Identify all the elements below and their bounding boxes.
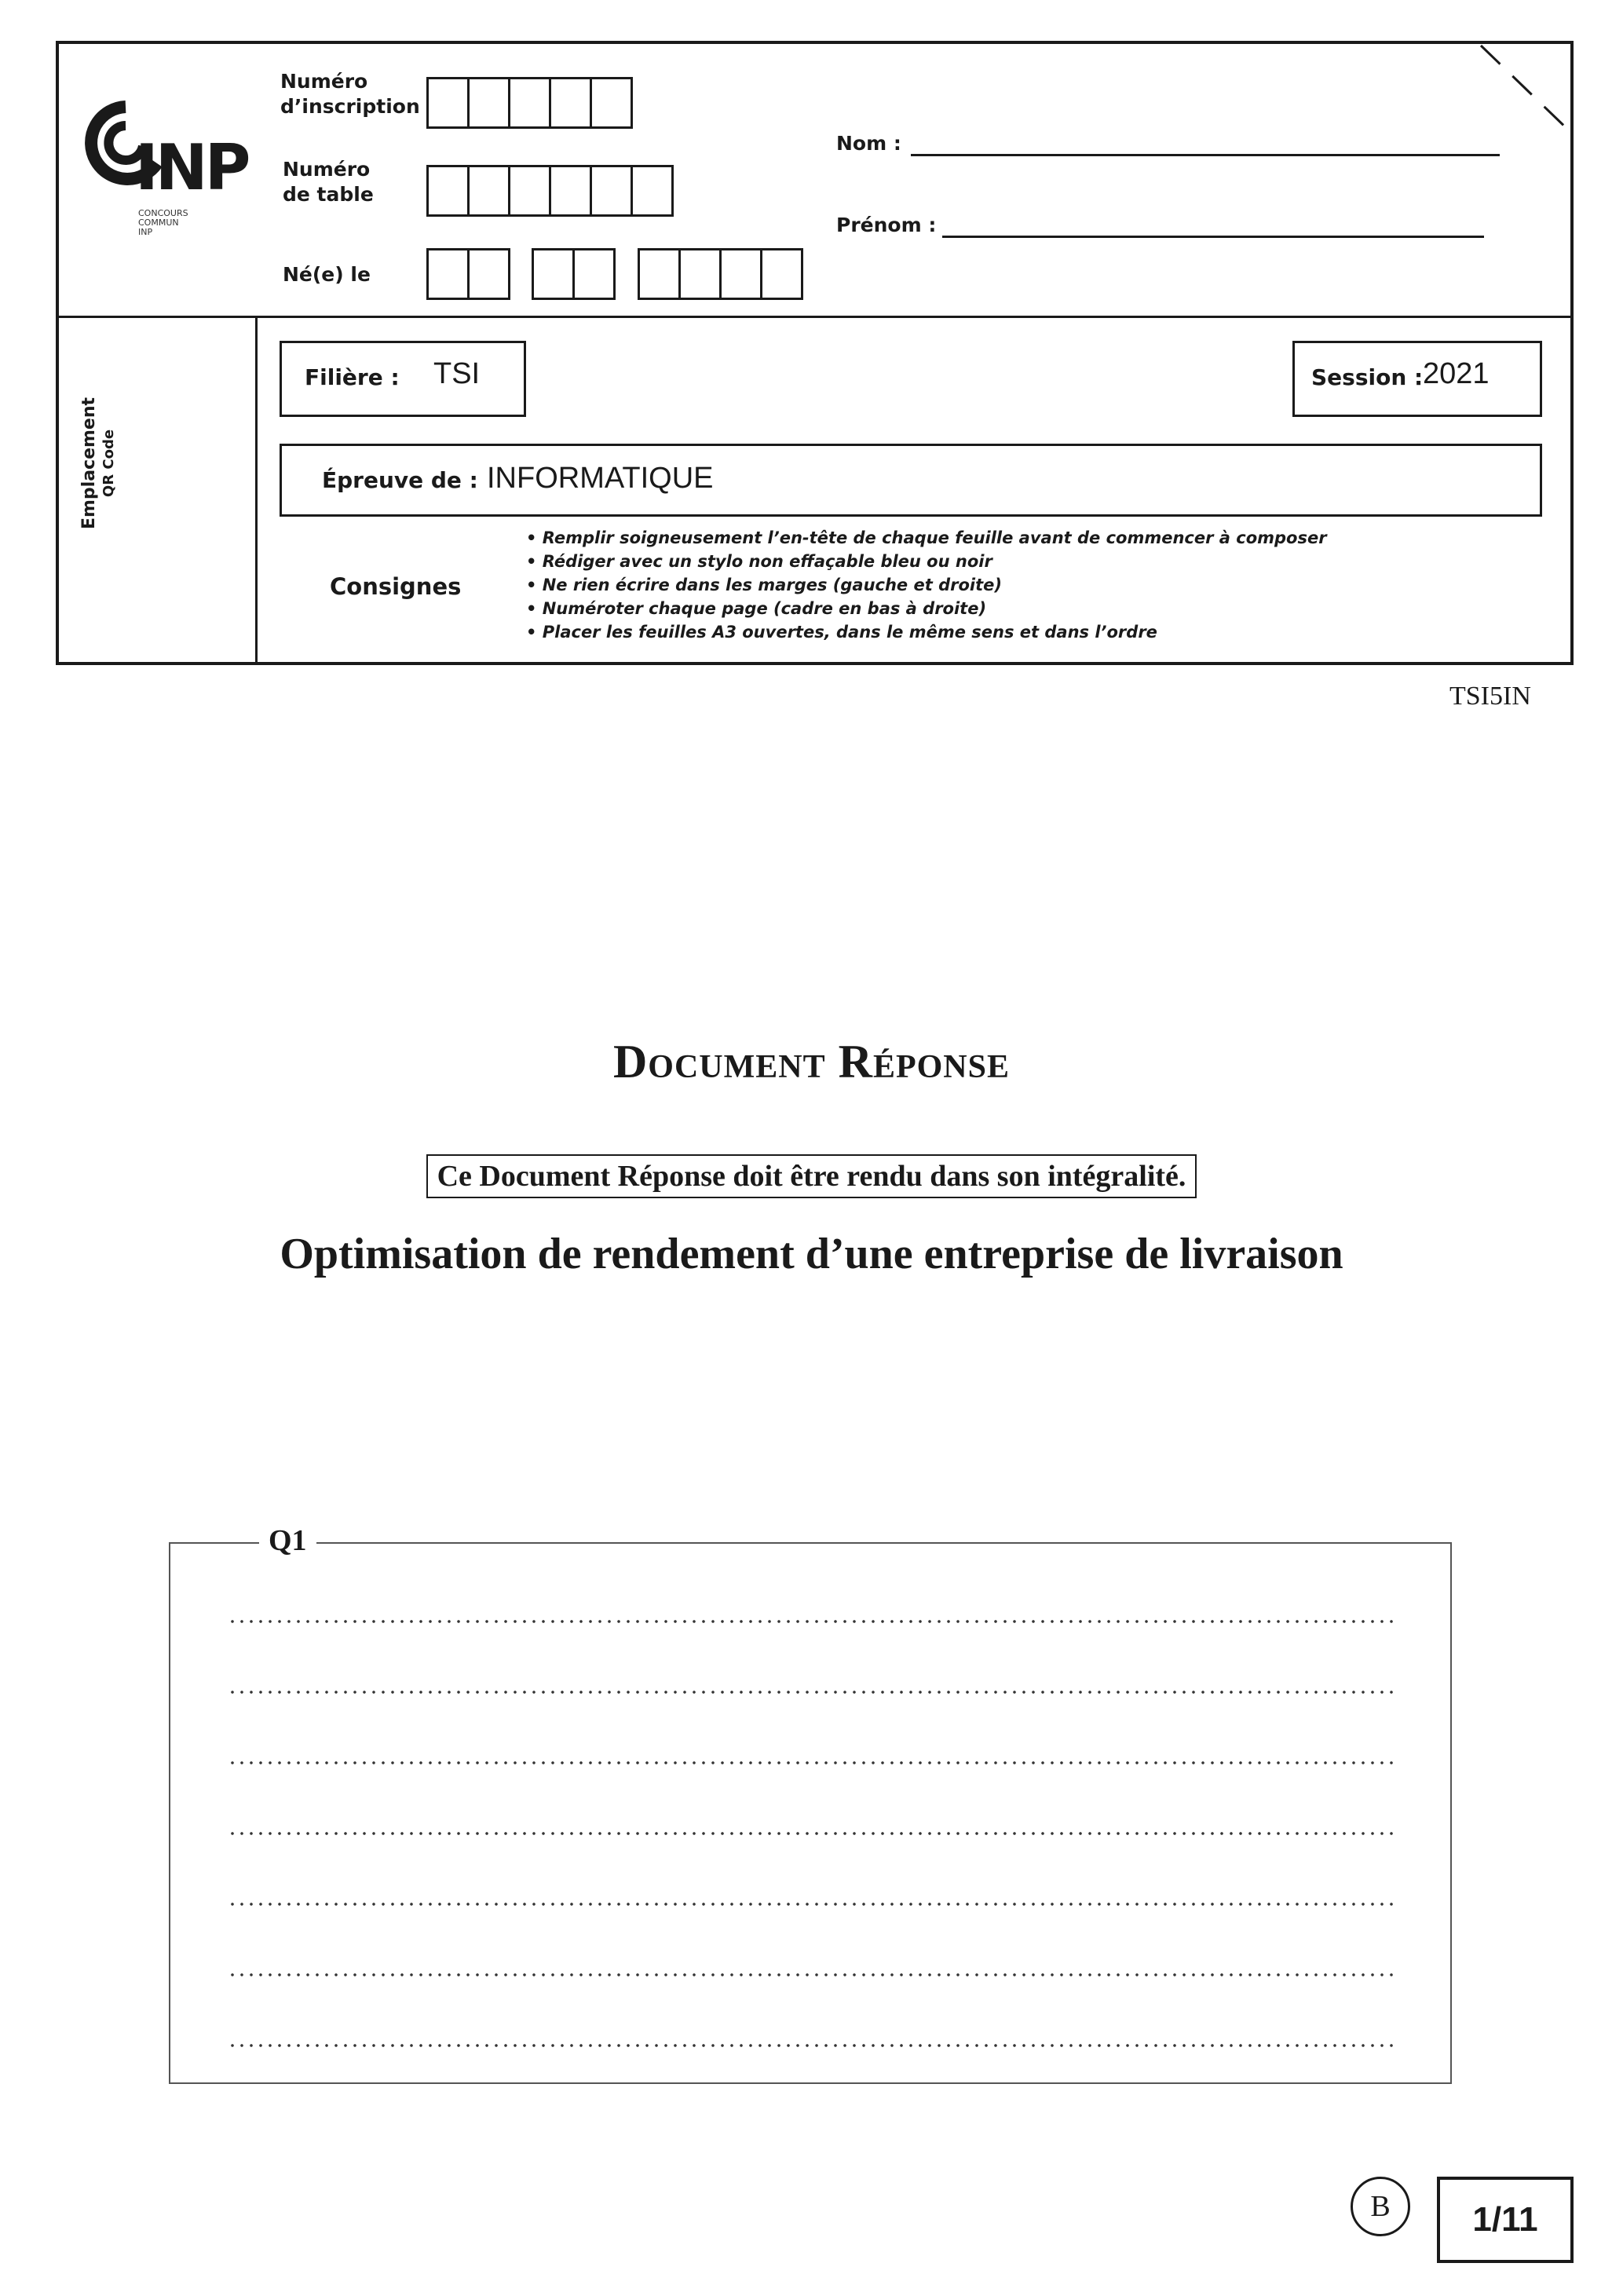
qr-column-divider <box>255 316 258 665</box>
consigne-item: • Remplir soigneusement l’en-tête de chaque feuille avant de commencer à composer <box>526 528 1327 547</box>
prenom-label: Prénom : <box>836 214 937 236</box>
answer-line[interactable] <box>228 1972 1394 1977</box>
digit-cell[interactable] <box>678 248 722 300</box>
digit-cell[interactable] <box>590 77 633 129</box>
digit-cell[interactable] <box>572 248 616 300</box>
digit-cell[interactable] <box>549 165 592 217</box>
digit-cell[interactable] <box>467 248 510 300</box>
answer-line[interactable] <box>228 1690 1394 1695</box>
answer-line[interactable] <box>228 1619 1394 1624</box>
digit-cell[interactable] <box>631 165 674 217</box>
digit-cell[interactable] <box>508 77 551 129</box>
epreuve-label: Épreuve de : <box>322 467 478 493</box>
digit-cell[interactable] <box>426 77 470 129</box>
header-divider <box>56 316 1574 318</box>
birth-date-label: Né(e) le <box>283 263 371 286</box>
digit-cell[interactable] <box>719 248 762 300</box>
digit-cell[interactable] <box>638 248 681 300</box>
birth-day-cells[interactable] <box>426 248 508 300</box>
corner-fold-mark <box>1476 41 1574 135</box>
q1-label: Q1 <box>259 1523 316 1558</box>
answer-line[interactable] <box>228 1760 1394 1765</box>
consigne-item: • Placer les feuilles A3 ouvertes, dans le même sens et dans l’ordre <box>526 623 1157 642</box>
consigne-item: • Ne rien écrire dans les marges (gauche et droite) <box>526 576 1002 594</box>
digit-cell[interactable] <box>467 77 510 129</box>
notice-box: Ce Document Réponse doit être rendu dans son intégralité. <box>426 1154 1197 1198</box>
session-value: 2021 <box>1423 357 1490 390</box>
filiere-value: TSI <box>433 357 481 390</box>
numero-table-label: Numéro de table <box>283 158 374 206</box>
subject-code: TSI5IN <box>1449 682 1531 711</box>
epreuve-value: INFORMATIQUE <box>487 462 714 495</box>
birth-month-cells[interactable] <box>532 248 613 300</box>
nom-field[interactable] <box>911 133 1500 156</box>
digit-cell[interactable] <box>549 77 592 129</box>
digit-cell[interactable] <box>426 248 470 300</box>
page-number-box: 1/11 <box>1437 2177 1574 2263</box>
session-label: Session : <box>1311 364 1424 390</box>
digit-cell[interactable] <box>532 248 575 300</box>
qr-label-line1: Emplacement <box>79 397 99 530</box>
notice-wrapper <box>0 1154 1623 1198</box>
birth-year-cells[interactable] <box>638 248 801 300</box>
answer-line[interactable] <box>228 1831 1394 1836</box>
version-badge: B <box>1351 2177 1410 2236</box>
digit-cell[interactable] <box>590 165 633 217</box>
qr-label-line2: QR Code <box>101 429 117 498</box>
numero-inscription-cells[interactable] <box>426 77 631 129</box>
nom-label: Nom : <box>836 132 901 155</box>
consigne-item: • Rédiger avec un stylo non effaçable bleu ou noir <box>526 552 992 571</box>
prenom-field[interactable] <box>942 215 1484 238</box>
numero-table-cells[interactable] <box>426 165 671 217</box>
answer-line[interactable] <box>228 1902 1394 1907</box>
filiere-label: Filière : <box>305 364 400 390</box>
document-title: Document Réponse <box>612 1036 1011 1088</box>
digit-cell[interactable] <box>426 165 470 217</box>
consigne-item: • Numéroter chaque page (cadre en bas à droite) <box>526 599 987 618</box>
consignes-list <box>526 526 1327 644</box>
logo-subtitle: CONCOURS COMMUN INP <box>138 208 188 237</box>
digit-cell[interactable] <box>760 248 803 300</box>
logo-brand-text: INP <box>135 131 248 204</box>
digit-cell[interactable] <box>508 165 551 217</box>
answer-line[interactable] <box>228 2043 1394 2048</box>
consignes-label: Consignes <box>330 573 462 600</box>
qr-code-area <box>79 330 141 597</box>
subject-title: Optimisation de rendement d’une entreprise de livraison <box>280 1230 1343 1278</box>
numero-inscription-label: Numéro d’inscription <box>280 70 420 118</box>
digit-cell[interactable] <box>467 165 510 217</box>
